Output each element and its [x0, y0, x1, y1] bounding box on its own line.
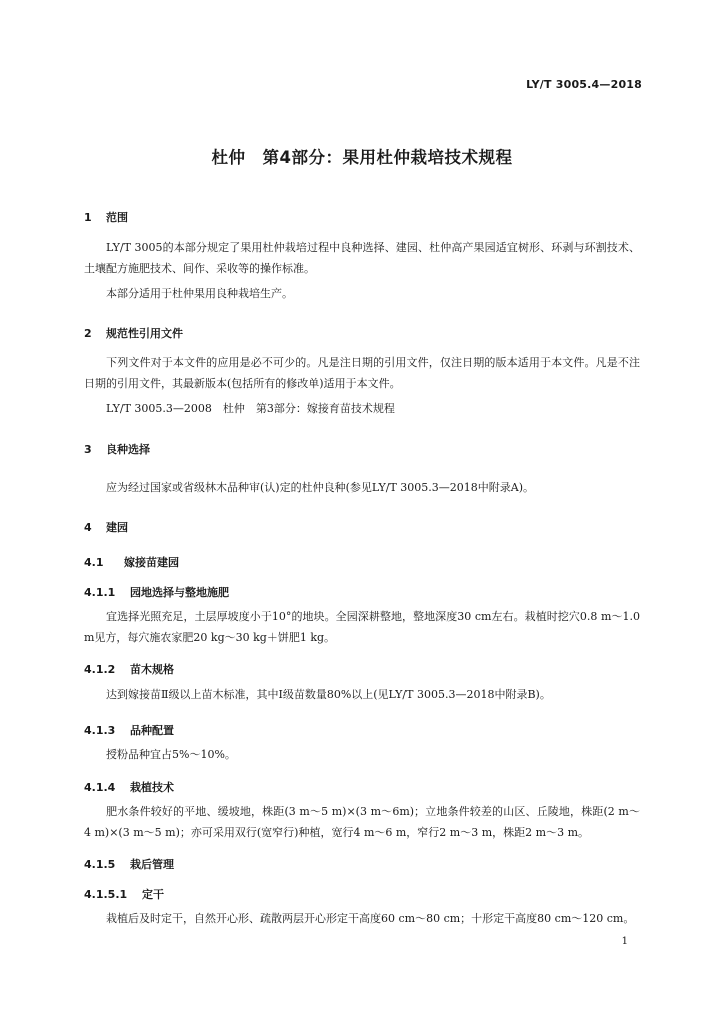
section-number: 4.1.1	[84, 586, 116, 599]
section-title: 品种配置	[130, 724, 174, 737]
section-number: 4.1.2	[84, 663, 116, 676]
section-heading-4-1-2	[84, 661, 174, 677]
section-number: 4.1	[84, 556, 104, 569]
paragraph-text: 栽植后及时定干，自然开心形、疏散两层开心形定干高度60 cm～80 cm；十形定干高度80 cm～120 cm。	[106, 912, 635, 925]
paragraph-text: 宜选择光照充足，土层厚坡度小于10°的地块。全园深耕整地，整地深度30 cm左右。栽植时挖穴0.8 m～1.0 m见方，每穴施农家肥20 kg～30 kg＋饼肥1 kg。	[84, 610, 640, 644]
paragraph	[84, 283, 640, 304]
paragraph-text: LY/T 3005.3—2008 杜仲 第3部分：嫁接育苗技术规程	[106, 402, 395, 415]
paragraph	[84, 398, 640, 419]
section-title: 定干	[142, 888, 164, 901]
paragraph-text: 肥水条件较好的平地、缓坡地，株距(3 m～5 m)×(3 m～6m)；立地条件较差的山区、丘陵地，株距(2 m～4 m)×(3 m～5 m)；亦可采用双行(宽窄行)种植，宽行4 m～6 m，窄行2 m～3 m，株距2 m～3 m。	[84, 805, 640, 839]
section-heading-4-1-4	[84, 779, 174, 795]
paragraph-text: 授粉品种宜占5%～10%。	[106, 748, 236, 761]
section-title: 园地选择与整地施肥	[130, 586, 229, 599]
document-title: 杜仲 第4部分：果用杜仲栽培技术规程	[211, 148, 513, 167]
page-number: 1	[621, 936, 628, 947]
paragraph	[84, 801, 640, 843]
section-heading-4-1-5	[84, 856, 174, 872]
paragraph-text: 达到嫁接苗Ⅱ级以上苗木标准，其中Ⅰ级苗数量80%以上(见LY/T 3005.3—2018中附录B)。	[106, 688, 551, 701]
section-number: 1	[84, 211, 92, 224]
paragraph	[84, 744, 640, 765]
section-number: 4.1.5	[84, 858, 116, 871]
section-heading-4-1	[84, 554, 179, 570]
section-number: 2	[84, 327, 92, 340]
paragraph-text: 应为经过国家或省级林木品种审(认)定的杜仲良种(参见LY/T 3005.3—2018中附录A)。	[106, 481, 534, 494]
section-title: 良种选择	[106, 443, 150, 456]
section-number: 4.1.3	[84, 724, 116, 737]
paragraph	[84, 908, 640, 929]
section-title: 栽植技术	[130, 781, 174, 794]
paragraph	[84, 477, 640, 498]
section-title: 规范性引用文件	[106, 327, 183, 340]
section-number: 4.1.4	[84, 781, 116, 794]
section-title: 苗木规格	[130, 663, 174, 676]
paragraph	[84, 352, 640, 394]
paragraph-text: 下列文件对于本文件的应用是必不可少的。凡是注日期的引用文件，仅注日期的版本适用于本文件。凡是不注日期的引用文件，其最新版本(包括所有的修改单)适用于本文件。	[84, 356, 640, 390]
section-heading-4-1-5-1	[84, 886, 164, 902]
section-heading-3	[84, 441, 150, 457]
paragraph	[84, 684, 640, 705]
section-heading-4	[84, 519, 128, 535]
paragraph-text: 本部分适用于杜仲果用良种栽培生产。	[106, 287, 293, 300]
paragraph	[84, 237, 640, 279]
section-heading-4-1-1	[84, 584, 229, 600]
section-title: 范围	[106, 211, 128, 224]
paragraph	[84, 606, 640, 648]
section-number: 3	[84, 443, 92, 456]
section-heading-4-1-3	[84, 722, 174, 738]
section-number: 4	[84, 521, 92, 534]
document-code: LY/T 3005.4—2018	[526, 78, 642, 91]
paragraph-text: LY/T 3005的本部分规定了果用杜仲栽培过程中良种选择、建园、杜仲高产果园适宜树形、环剥与环割技术、土壤配方施肥技术、间作、采收等的操作标准。	[84, 241, 640, 275]
section-heading-1	[84, 209, 128, 225]
section-number: 4.1.5.1	[84, 888, 128, 901]
section-heading-2	[84, 325, 183, 341]
section-title: 栽后管理	[130, 858, 174, 871]
section-title: 建园	[106, 521, 128, 534]
section-title: 嫁接苗建园	[124, 556, 179, 569]
